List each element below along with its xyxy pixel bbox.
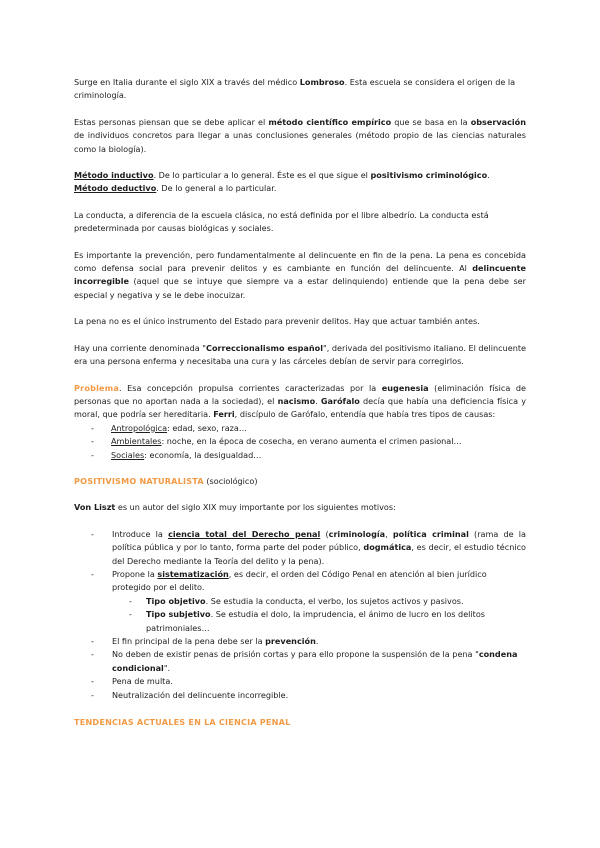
term-lombroso: Lombroso <box>299 77 345 87</box>
paragraph-conduct: La conducta, a diferencia de la escuela clásica, no está definida por el libre albedrío. La conducta está predeterminada por causas biológicas y sociales. <box>74 209 489 234</box>
list-item: - Introduce la ciencia total del Derecho penal (criminología, política criminal (rama de la política pública y por lo tanto, forma parte del poder público, dogmática, es decir, el estudio técnico del Derecho mediante la Teoría del delito y la pena). <box>74 528 526 568</box>
term-metodo-inductivo: Método inductivo <box>74 170 154 181</box>
document-page <box>74 76 526 729</box>
liszt-list <box>74 528 526 702</box>
list-item: - Propone la sistematización, es decir, el orden del Código Penal en atención al bien jurídico protegido por el delito. - Tipo objetivo. Se estudia la conducta, el verbo, los sujetos activos y pasivos. - Tipo subjetivo. Se estudia el dolo, la imprudencia, el ánimo de lucro en los delitos patrimoniales… <box>74 568 526 635</box>
section-heading-positivismo: POSITIVISMO NATURALISTA (sociológico) <box>74 475 258 486</box>
list-item: - Sociales: economía, la desigualdad… <box>74 449 526 462</box>
paragraph-origin: Surge en Italia durante el siglo XIX a través del médico Lombroso. Esta escuela se considera el origen de la criminología. <box>74 77 516 101</box>
label-problema: Problema <box>74 382 120 393</box>
list-item: - El fin principal de la pena debe ser la prevención. <box>74 635 526 648</box>
paragraph-problema: Problema. Esa concepción propulsa corrientes caracterizadas por la eugenesia (eliminación física de personas que no aportan nada a la sociedad), el nacismo. Garófalo decía que había una deficiencia física y moral, que podría ser hereditaria. Ferri, discípulo de Garófalo, entendía que había tres tipos de causas: <box>74 382 526 420</box>
section-heading-tendencias: TENDENCIAS ACTUALES EN LA CIENCIA PENAL <box>74 717 291 728</box>
paragraph-deductive: Método deductivo. De lo general a lo particular. <box>74 183 277 194</box>
paragraph-state: La pena no es el único instrumento del Estado para prevenir delitos. Hay que actuar también antes. <box>74 316 480 327</box>
paragraph-prevention: Es importante la prevención, pero fundamentalmente al delincuente en fin de la pena. La pena es concebida como defensa social para prevenir delitos y es cambiante en función del delincuente. Al delincuente incorregible (aquel que se intuye que siempre va a estar delinquiendo) entiende que la pena debe ser especial y negativa y se le debe inocuizar. <box>74 249 526 300</box>
paragraph-inductive: Método inductivo. De lo particular a lo general. Éste es el que sigue el positivismo criminológico. <box>74 170 490 181</box>
list-item: - Antropológica: edad, sexo, raza… <box>74 422 526 435</box>
list-item: - Tipo subjetivo. Se estudia el dolo, la imprudencia, el ánimo de lucro en los delitos patrimoniales… <box>129 609 486 633</box>
list-item: - No deben de existir penas de prisión cortas y para ello propone la suspensión de la pena "condena condicional". <box>74 648 526 675</box>
list-item: - Pena de multa. <box>74 675 526 688</box>
paragraph-von-liszt: Von Liszt es un autor del siglo XIX muy importante por los siguientes motivos: <box>74 502 396 513</box>
term-metodo-deductivo: Método deductivo <box>74 183 157 194</box>
list-item: - Ambientales: noche, en la época de cosecha, en verano aumenta el crimen pasional… <box>74 435 526 448</box>
sub-list <box>75 595 526 635</box>
paragraph-correccionalismo: Hay una corriente denominada "Correccionalismo español", derivada del positivismo italiano. El delincuente era una persona enferma y necesitaba una cura y las cárceles debían de servir para corregirlos. <box>74 342 526 367</box>
list-item: - Neutralización del delincuente incorregible. <box>74 689 526 702</box>
list-item: - Tipo objetivo. Se estudia la conducta, el verbo, los sujetos activos y pasivos. <box>129 595 464 606</box>
causes-list <box>74 422 526 462</box>
paragraph-method: Estas personas piensan que se debe aplicar el método científico empírico que se basa en la observación de individuos concretos para llegar a unas conclusiones generales (método propio de las ciencias naturales como la biología). <box>74 116 526 154</box>
